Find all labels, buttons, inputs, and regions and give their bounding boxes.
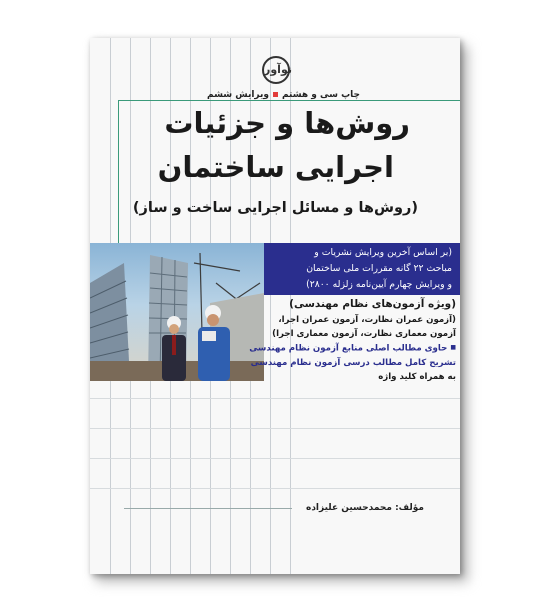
- book-subtitle: (روش‌ها و مسائل اجرایی ساخت و ساز): [132, 200, 418, 216]
- author-name: مؤلف: محمدحسین علیزاده: [306, 503, 424, 513]
- publisher-logo: نوآور: [262, 56, 290, 84]
- book-title-line1: روش‌ها و جزئیات: [164, 106, 410, 140]
- blue-box-line3: و ویرایش چهارم آیین‌نامه زلزله ۲۸۰۰): [306, 279, 452, 290]
- grid-line: [90, 458, 460, 459]
- features-list: [249, 296, 456, 384]
- author-underline: [124, 508, 292, 509]
- blue-info-box: [264, 243, 460, 295]
- feature-item: ■ حاوی مطالب اصلی منابع آزمون نظام مهندسی: [266, 341, 456, 356]
- separator-square-icon: [273, 92, 278, 97]
- frame-line-top: [118, 100, 460, 101]
- book-title-line2: اجرایی ساختمان: [157, 150, 394, 184]
- exam-line2: آزمون معماری نظارت، آزمون معماری اجرا): [272, 329, 456, 339]
- blue-box-line2: مباحث ۲۲ گانه مقررات ملی ساختمان: [306, 263, 452, 274]
- printing-label: چاپ سی و هشتم: [282, 90, 360, 100]
- grid-line: [90, 488, 460, 489]
- exam-line1: (آزمون عمران نظارت، آزمون عمران اجرا،: [278, 315, 456, 325]
- blue-box-line1: (بر اساس آخرین ویرایش نشریات و: [314, 247, 452, 258]
- grid-line: [90, 398, 460, 399]
- features-heading: (ویژه آزمون‌های نظام مهندسی): [289, 298, 456, 310]
- revision-label: ویرایش ششم: [207, 90, 269, 100]
- frame-line-left: [118, 100, 119, 243]
- grid-line: [90, 428, 460, 429]
- construction-photo: [90, 243, 264, 381]
- feature-item: تشریح کامل مطالب درسی آزمون نظام مهندسی: [250, 357, 456, 368]
- edition-info: [207, 90, 360, 100]
- feature-item: به همراه کلید واژه: [378, 371, 456, 382]
- construction-site-illustration: [90, 243, 264, 381]
- book-cover: [90, 38, 460, 574]
